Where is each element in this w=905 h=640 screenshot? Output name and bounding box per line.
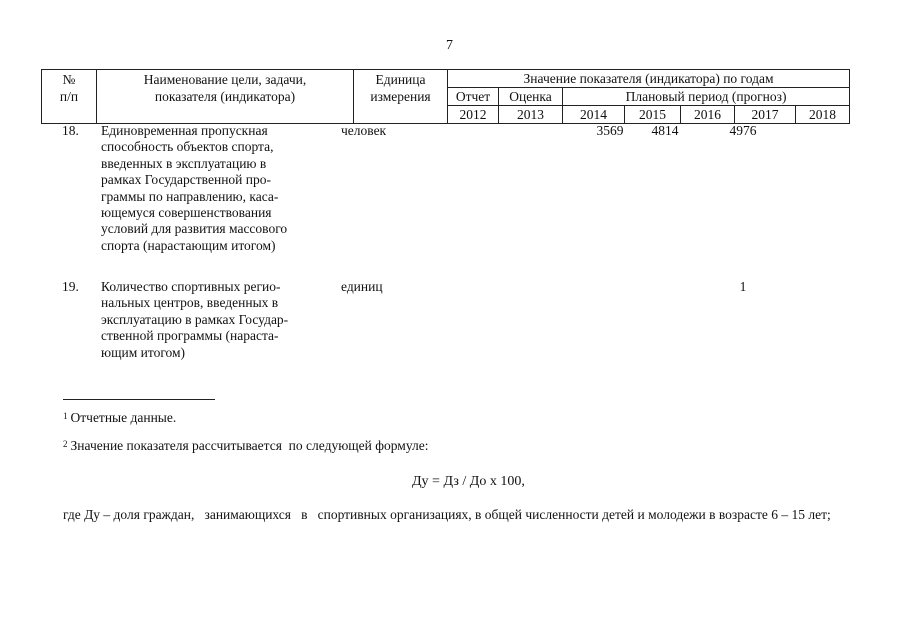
header-unit <box>354 70 448 124</box>
footnote-text: Отчетные данные. <box>70 410 177 425</box>
row-name-line: ющемуся совершенствования <box>101 205 272 221</box>
header-year-2016: 2016 <box>681 106 735 124</box>
footnote-mark: 1 <box>63 411 68 421</box>
header-year-2017: 2017 <box>735 106 796 124</box>
row-unit: человек <box>341 123 387 138</box>
header-num-line-1: № <box>62 72 76 87</box>
row-number: 18. <box>62 123 79 138</box>
header-name <box>97 70 354 124</box>
footnote-1 <box>63 410 176 426</box>
header-year-2018: 2018 <box>796 106 850 124</box>
header-unit-line-2: измерения <box>370 89 431 104</box>
header-report: Отчет <box>448 88 499 106</box>
row-name-line: граммы по направлению, каса- <box>101 188 279 204</box>
header-name-line-1: Наименование цели, задачи, <box>143 72 307 87</box>
header-year-2015: 2015 <box>625 106 681 124</box>
header-num <box>42 70 97 124</box>
header-values-group: Значение показателя (индикатора) по годам <box>448 70 850 88</box>
row-number: 19. <box>62 279 79 294</box>
row-name-line: ственной программы (нараста- <box>101 328 279 344</box>
footnote-2 <box>63 438 429 454</box>
footnote-text: Значение показателя рассчитывается по следующей формуле: <box>70 438 429 453</box>
row-name-line: рамках Государственной про- <box>101 172 271 188</box>
indicator-table-header <box>41 69 850 124</box>
row-name <box>101 279 321 361</box>
row-value-2016: 4814 <box>651 123 679 138</box>
header-plan-period: Плановый период (прогноз) <box>563 88 850 106</box>
footnote-separator <box>63 399 215 400</box>
row-name-line: способность объектов спорта, <box>101 139 274 155</box>
row-name-line: спорта (нарастающим итогом) <box>101 237 276 253</box>
row-name-line: Единовременная пропускная <box>101 123 268 138</box>
row-name-line: введенных в эксплуатацию в <box>101 155 267 171</box>
row-value-2015: 3569 <box>596 123 624 138</box>
footnote-mark: 2 <box>63 439 68 449</box>
page-number: 7 <box>446 38 453 53</box>
row-name-line: нальных центров, введенных в <box>101 295 279 311</box>
row-unit: единиц <box>341 279 383 294</box>
header-unit-line-1: Единица <box>375 72 426 87</box>
row-name-line: эксплуатацию в рамках Государ- <box>101 311 289 327</box>
header-name-line-2: показателя (индикатора) <box>154 89 296 104</box>
row-value-2017: 1 <box>739 279 747 294</box>
header-num-line-2: п/п <box>59 89 79 104</box>
header-year-2014: 2014 <box>563 106 625 124</box>
row-name <box>101 123 321 254</box>
row-value-2017: 4976 <box>729 123 757 138</box>
row-name-line: условий для развития массового <box>101 221 288 237</box>
formula: Ду = Дз / До x 100, <box>412 474 525 489</box>
formula-explanation: где Ду – доля граждан, занимающихся в спортивных организациях, в общей численности детей и молодежи в возрасте 6 – 15 лет; <box>63 507 831 522</box>
header-year-2013: 2013 <box>499 106 563 124</box>
row-name-line: ющим итогом) <box>101 344 186 360</box>
header-estimate: Оценка <box>499 88 563 106</box>
row-name-line: Количество спортивных регио- <box>101 279 281 294</box>
header-year-2012: 2012 <box>448 106 499 124</box>
